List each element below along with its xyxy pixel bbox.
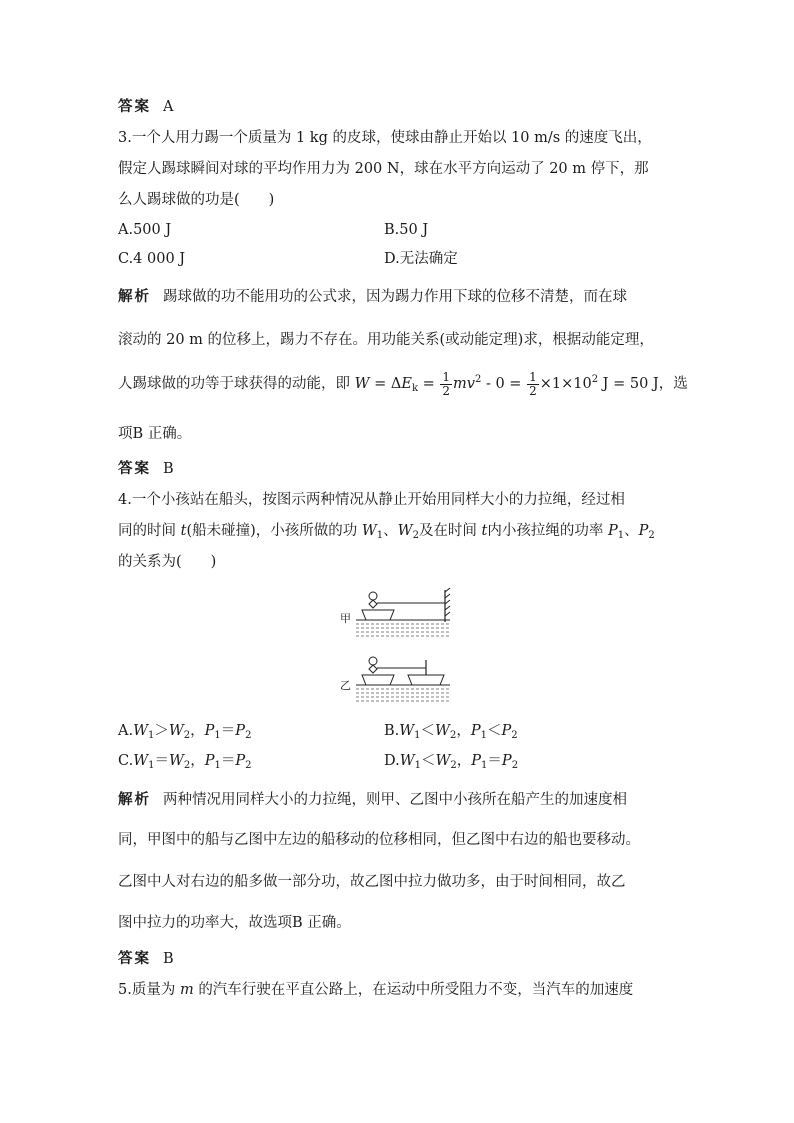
analysis-label: 解析 [118,792,151,808]
q3-option-d: D.无法确定 [384,251,458,267]
q4-line-1: 4.一个小孩站在船头，按图示两种情况从静止开始用同样大小的力拉绳，经过相 [118,492,625,508]
q4-option-a: $A.W_1>W_2$，$P_1=P_2$ [118,723,252,741]
answer-line [118,459,174,479]
figure-label-jia: 甲 [340,612,351,625]
q3-analysis-line-3: 人踢球做的功等于球获得的动能，即 $W = \Delta E_k$ = $\frac{1}{2}$ $mv^2 - 0$ = $\frac{1}{2}$ $\times 1\times 10^2$ J = 50 J，选 [118,369,688,398]
q3-option-c: C.4 000 J [118,251,186,267]
answer-value: B [163,951,174,967]
q4-analysis-line-3: 乙图中人对右边的船多做一部分功，故乙图中拉力做功多，由于时间相同，故乙 [118,874,626,890]
figure-jia [338,588,468,640]
q4-line-3: 的关系为( ) [118,554,217,570]
fraction-half: $\frac{1}{2}$ [442,369,451,398]
q4-option-c: $C.W_1=W_2$，$P_1=P_2$ [118,753,252,771]
answer-value: B [163,461,174,477]
figure-yi [338,655,468,707]
q4-line-2: 同的时间 t(船未碰撞)，小孩所做的功 $W_1$、$W_2$及在时间 t内小孩拉绳的功率 $P_1$、$P_2$ [118,523,655,541]
figure-label-yi: 乙 [340,679,351,692]
answer-line [118,97,173,117]
q3-line-2: 假定人踢球瞬间对球的平均作用力为 200 N，球在水平方向运动了 20 m 停下，那 [118,161,649,177]
answer-label: 答案 [118,951,151,967]
q3-line-1: 3.一个人用力踢一个质量为 1 kg 的皮球，使球由静止开始以 10 m/s 的速度飞出， [118,130,652,146]
fraction-half: $\frac{1}{2}$ [529,369,537,398]
q3-analysis-line-2: 滚动的 20 m 的位移上，踢力不存在。用功能关系(或动能定理)求，根据动能定理， [118,332,654,348]
q5-line-1: 5.质量为 m 的汽车行驶在平直公路上，在运动中所受阻力不变，当汽车的加速度 [118,982,634,998]
analysis-label: 解析 [118,289,151,305]
q3-analysis-line-1: 解析 踢球做的功不能用功的公式求，因为踢力作用下球的位移不清楚，而在球 [118,289,627,305]
answer-label: 答案 [118,99,151,115]
q4-option-d: $D.W_1<W_2$，$P_1=P_2$ [384,753,519,771]
answer-line [118,949,174,969]
q3-option-b: B.50 J [384,222,429,238]
answer-value: A [163,99,174,115]
q3-option-a: A.500 J [118,222,172,238]
q3-analysis-line-4: 项B 正确。 [118,426,192,442]
q4-analysis-line-2: 同，甲图中的船与乙图中左边的船移动的位移相同，但乙图中右边的船也要移动。 [118,832,640,848]
answer-label: 答案 [118,461,151,477]
q3-line-3: 么人踢球做的功是( ) [118,192,275,208]
q4-option-b: $B.W_1<W_2$，$P_1<P_2$ [384,723,518,741]
q4-analysis-line-1: 解析 两种情况用同样大小的力拉绳，则甲、乙图中小孩所在船产生的加速度相 [118,792,627,808]
q4-analysis-line-4: 图中拉力的功率大，故选项B 正确。 [118,915,351,931]
